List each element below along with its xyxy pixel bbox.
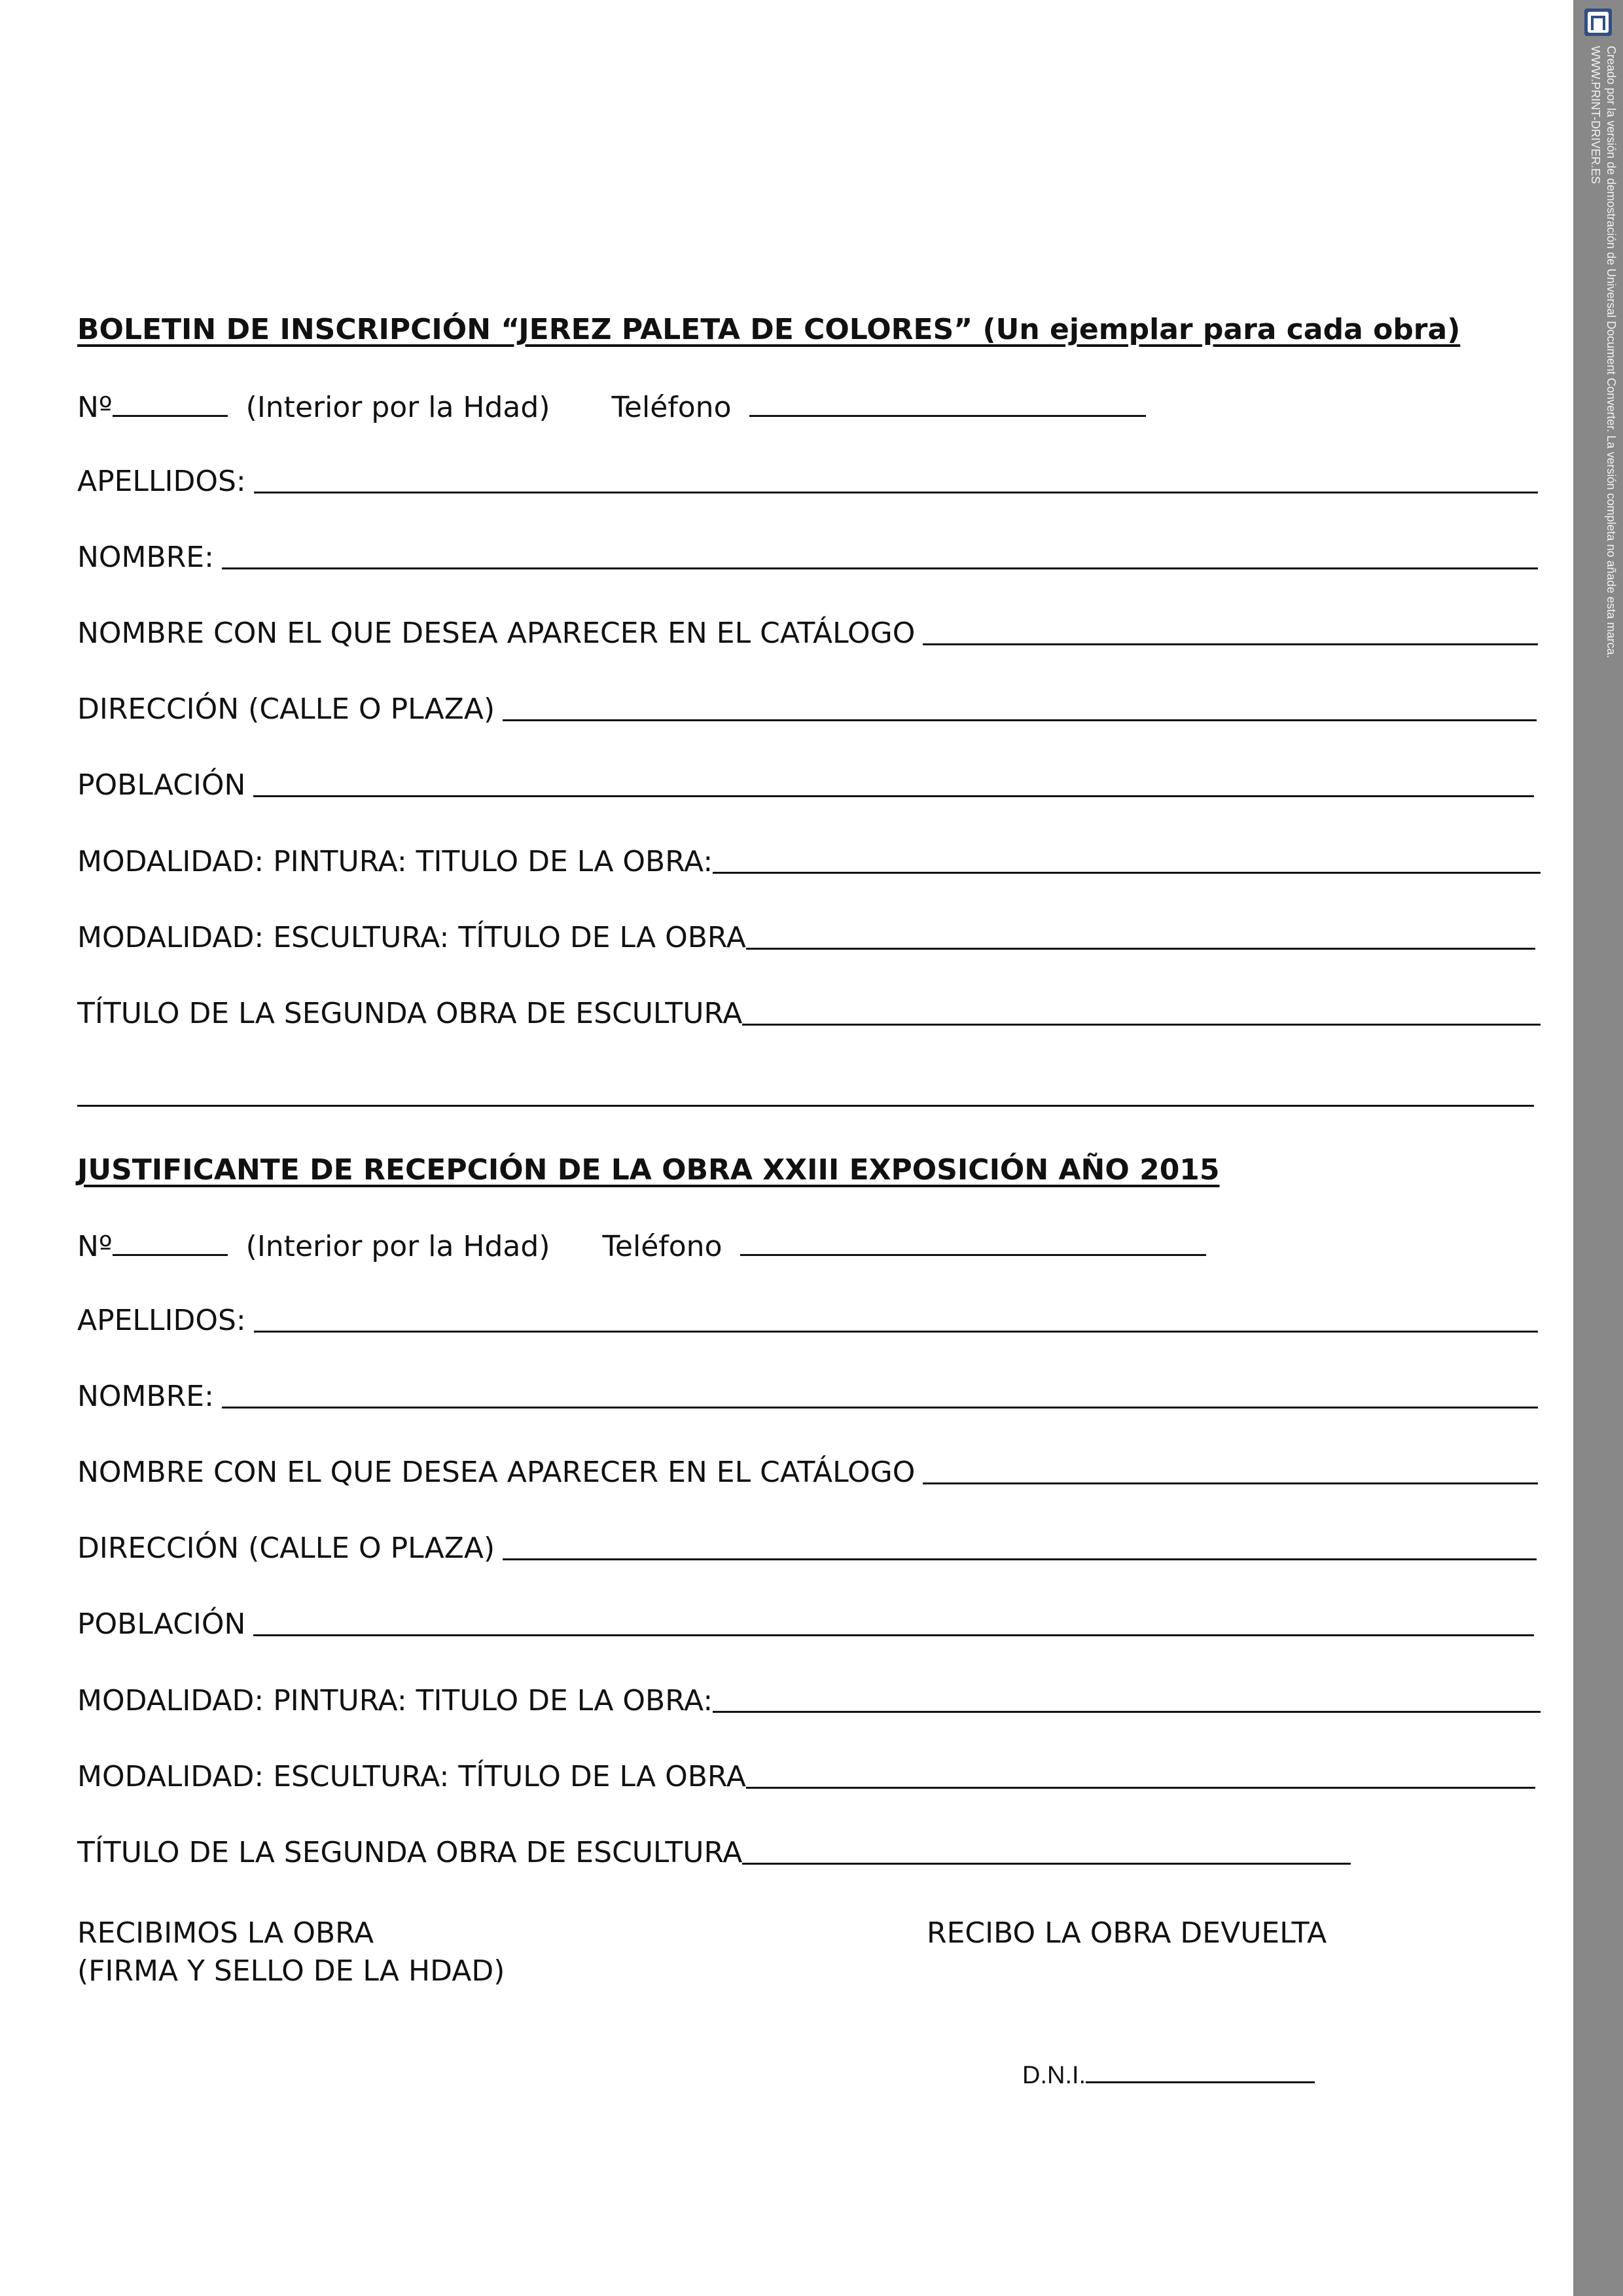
catalogo-line[interactable] [923, 1482, 1538, 1484]
interior-label: (Interior por la Hdad) [245, 1230, 550, 1263]
pintura-label: MODALIDAD: PINTURA: TITULO DE LA OBRA: [77, 1684, 713, 1717]
pintura-line[interactable] [713, 871, 1541, 874]
direccion-field[interactable] [77, 683, 1537, 729]
apellidos-label: APELLIDOS: [77, 1304, 246, 1337]
catalogo-label: NOMBRE CON EL QUE DESEA APARECER EN EL CATÁLOGO [77, 1456, 916, 1489]
nombre-label: NOMBRE: [77, 541, 214, 574]
receipt-heading: JUSTIFICANTE DE RECEPCIÓN DE LA OBRA XXIII EXPOSICIÓN AÑO 2015 [77, 1153, 1220, 1187]
registration-heading: BOLETIN DE INSCRIPCIÓN “JEREZ PALETA DE COLORES” (Un ejemplar para cada obra) [77, 313, 1461, 346]
escultura-field[interactable] [77, 1751, 1535, 1797]
segunda-obra-line[interactable] [742, 1023, 1541, 1026]
apellidos-line[interactable] [254, 1330, 1538, 1333]
catalogo-line[interactable] [923, 643, 1538, 645]
direccion-label: DIRECCIÓN (CALLE O PLAZA) [77, 692, 495, 726]
segunda-obra-line[interactable] [742, 1862, 1351, 1865]
watermark-line1: Creado por la versión de demostración de Universal Document Converter. La versión completa no añade esta marca. [1605, 46, 1618, 658]
number-blank[interactable] [113, 414, 228, 417]
nombre-label: NOMBRE: [77, 1380, 214, 1413]
direccion-line[interactable] [503, 719, 1537, 721]
nombre-line[interactable] [222, 1406, 1538, 1408]
dni-blank[interactable] [1086, 2081, 1315, 2083]
poblacion-line[interactable] [253, 1634, 1534, 1636]
number-label: Nº [77, 1230, 113, 1263]
nombre-field[interactable] [77, 1371, 1538, 1416]
separator-line [77, 1105, 1534, 1107]
pintura-field[interactable] [77, 1675, 1541, 1721]
segunda-obra-field[interactable] [77, 988, 1541, 1033]
segunda-obra-label: TÍTULO DE LA SEGUNDA OBRA DE ESCULTURA [77, 1836, 743, 1869]
poblacion-label: POBLACIÓN [77, 768, 246, 802]
watermark-text [1588, 46, 1619, 658]
escultura-field[interactable] [77, 912, 1535, 958]
telefono-blank[interactable] [749, 414, 1146, 417]
catalogo-label: NOMBRE CON EL QUE DESEA APARECER EN EL CATÁLOGO [77, 617, 916, 650]
udc-logo-icon [1584, 8, 1613, 37]
pintura-label: MODALIDAD: PINTURA: TITULO DE LA OBRA: [77, 845, 713, 878]
poblacion-label: POBLACIÓN [77, 1607, 246, 1641]
dni-label: D.N.I. [1022, 2062, 1086, 2089]
number-blank[interactable] [113, 1253, 228, 1256]
number-label: Nº [77, 391, 113, 424]
poblacion-field[interactable] [77, 759, 1534, 805]
recibimos-obra-label: RECIBIMOS LA OBRA [77, 1916, 374, 1950]
apellidos-field[interactable] [77, 1295, 1538, 1340]
escultura-line[interactable] [746, 947, 1535, 950]
nombre-field[interactable] [77, 531, 1538, 577]
interior-label: (Interior por la Hdad) [245, 391, 550, 424]
catalogo-field[interactable] [77, 607, 1538, 653]
direccion-line[interactable] [503, 1558, 1537, 1560]
telefono-label: Teléfono [611, 391, 732, 424]
direccion-field[interactable] [77, 1522, 1537, 1568]
catalogo-field[interactable] [77, 1446, 1538, 1492]
watermark-line2: WWW.PRINT-DRIVER.ES [1589, 46, 1602, 184]
escultura-line[interactable] [746, 1786, 1535, 1789]
pintura-line[interactable] [713, 1710, 1541, 1713]
apellidos-label: APELLIDOS: [77, 465, 246, 498]
registration-number-row [77, 389, 1146, 427]
telefono-label: Teléfono [602, 1230, 722, 1263]
apellidos-field[interactable] [77, 456, 1538, 501]
escultura-label: MODALIDAD: ESCULTURA: TÍTULO DE LA OBRA [77, 1760, 746, 1793]
poblacion-field[interactable] [77, 1598, 1534, 1644]
obra-devuelta-label: RECIBO LA OBRA DEVUELTA [927, 1916, 1327, 1950]
escultura-label: MODALIDAD: ESCULTURA: TÍTULO DE LA OBRA [77, 921, 746, 954]
nombre-line[interactable] [222, 567, 1538, 569]
telefono-blank[interactable] [740, 1253, 1206, 1256]
segunda-obra-field[interactable] [77, 1827, 1351, 1873]
poblacion-line[interactable] [253, 795, 1534, 797]
receipt-number-row [77, 1228, 1206, 1266]
firma-sello-label: (FIRMA Y SELLO DE LA HDAD) [77, 1954, 505, 1988]
watermark-sidebar [1573, 0, 1623, 2296]
apellidos-line[interactable] [254, 491, 1538, 493]
segunda-obra-label: TÍTULO DE LA SEGUNDA OBRA DE ESCULTURA [77, 997, 743, 1030]
pintura-field[interactable] [77, 836, 1541, 882]
dni-row [1022, 2056, 1315, 2094]
direccion-label: DIRECCIÓN (CALLE O PLAZA) [77, 1532, 495, 1565]
